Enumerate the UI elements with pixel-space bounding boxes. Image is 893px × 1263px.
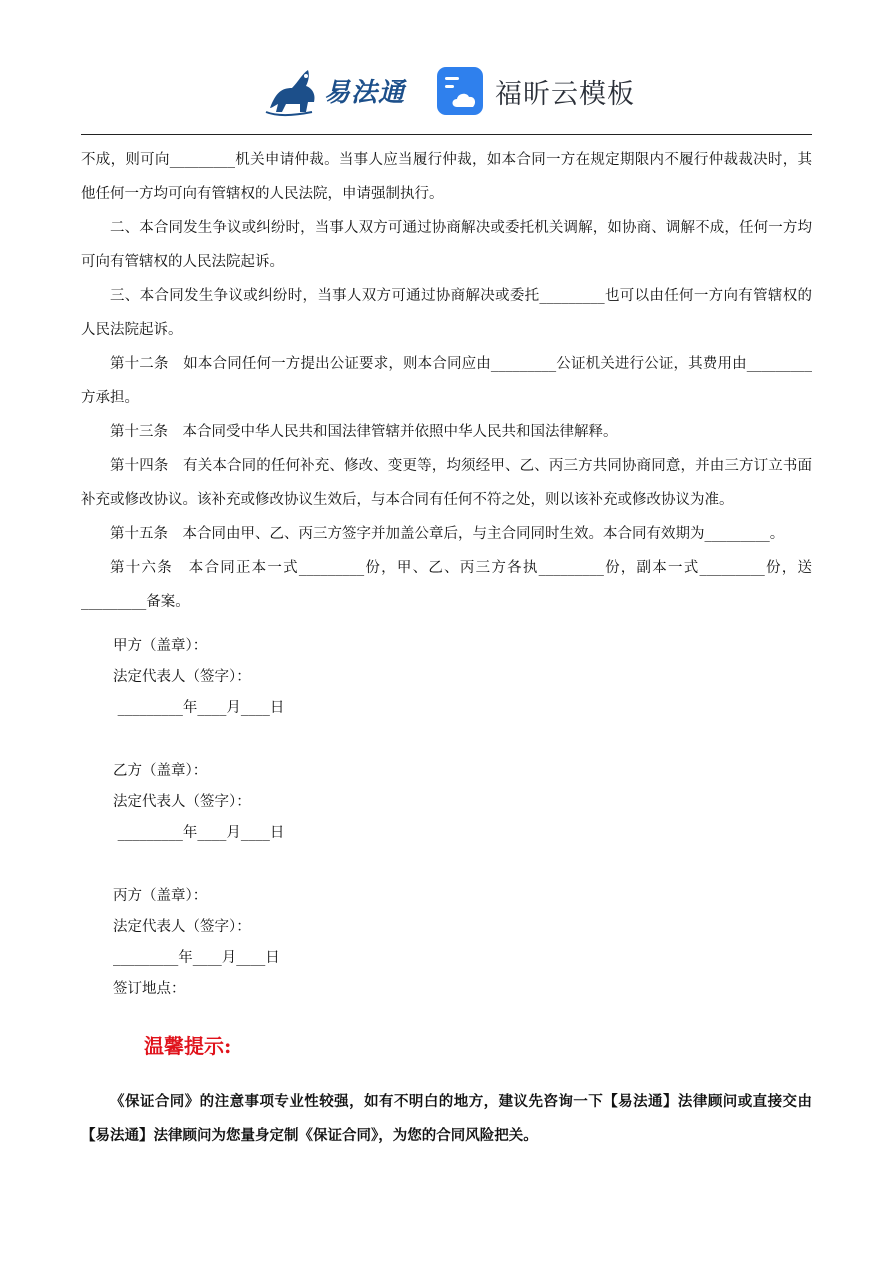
party-c-date: _________年____月____日 <box>113 950 280 966</box>
party-a-date: _________年____月____日 <box>113 700 285 716</box>
party-c-label: 丙方（盖章）： <box>113 888 208 904</box>
party-a-rep-label: 法定代表人（签字）： <box>113 669 251 685</box>
paragraph-article-13: 第十三条 本合同受中华人民共和国法律管辖并依照中华人民共和国法律解释。 <box>110 424 618 440</box>
party-c-rep-label: 法定代表人（签字）： <box>113 919 251 935</box>
yifatong-logo-text: 易法通 <box>324 77 406 108</box>
signature-party-c <box>113 881 280 1005</box>
cloud-document-icon <box>435 65 485 117</box>
party-b-date: _________年____月____日 <box>113 825 285 841</box>
paragraph-article-14: 第十四条 有关本合同的任何补充、修改、变更等，均须经甲、乙、丙三方共同协商同意，并由三方订立书面补充或修改协议。该补充或修改协议生效后，与本合同有任何不符之处，则以该补充或修改协议为准。 <box>81 458 812 508</box>
contract-body <box>81 143 812 619</box>
signature-party-b <box>113 756 284 849</box>
paragraph-clause-2: 二、本合同发生争议或纠纷时，当事人双方可通过协商解决或委托机关调解，如协商、调解不成，任何一方均可向有管辖权的人民法院起诉。 <box>81 220 812 270</box>
party-b-rep-label: 法定代表人（签字）： <box>113 794 251 810</box>
party-b-label: 乙方（盖章）： <box>113 763 208 779</box>
page-header <box>0 58 893 128</box>
tip-title: 温馨提示: <box>144 1034 232 1058</box>
tip-body <box>81 1085 812 1153</box>
qilin-icon <box>262 62 320 118</box>
paragraph-article-15: 第十五条 本合同由甲、乙、丙三方签字并加盖公章后，与主合同同时生效。本合同有效期为_________。 <box>110 526 785 542</box>
header-divider <box>81 134 812 135</box>
paragraph-article-16: 第十六条 本合同正本一式_________份，甲、乙、丙三方各执_________份，副本一式_________份，送_________备案。 <box>81 560 812 610</box>
signature-party-a <box>113 631 284 724</box>
yifatong-logo <box>262 62 412 118</box>
foxit-template-logo-text: 福昕云模板 <box>495 78 635 110</box>
paragraph-arbitration: 不成，则可向_________机关申请仲裁。当事人应当履行仲裁，如本合同一方在规定期限内不履行仲裁裁决时，其他任何一方均可向有管辖权的人民法院，申请强制执行。 <box>81 152 812 202</box>
party-a-label: 甲方（盖章）： <box>113 638 208 654</box>
paragraph-clause-3: 三、本合同发生争议或纠纷时，当事人双方可通过协商解决或委托_________也可以由任何一方向有管辖权的人民法院起诉。 <box>81 288 812 338</box>
paragraph-article-12: 第十二条 如本合同任何一方提出公证要求，则本合同应由_________公证机关进行公证，其费用由_________方承担。 <box>81 356 812 406</box>
signing-place-label: 签订地点： <box>113 981 186 997</box>
tip-paragraph: 《保证合同》的注意事项专业性较强，如有不明白的地方，建议先咨询一下【易法通】法律顾问或直接交由【易法通】法律顾问为您量身定制《保证合同》，为您的合同风险把关。 <box>81 1093 812 1144</box>
foxit-template-logo <box>435 64 635 118</box>
